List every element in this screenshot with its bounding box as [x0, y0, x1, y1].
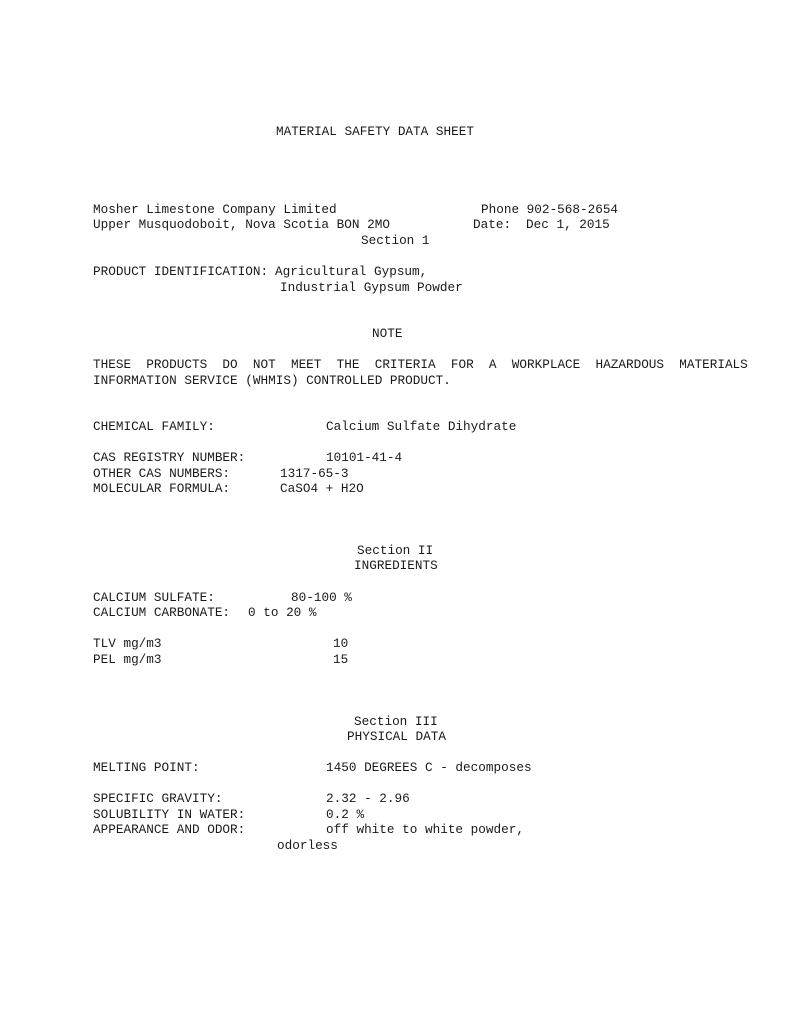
date-label: Date: [473, 217, 512, 232]
appearance-value-line-1: off white to white powder, [326, 822, 524, 837]
section-2-heading: Section II [357, 543, 434, 558]
section-3-heading: Section III [354, 714, 438, 729]
cas-registry-value: 10101-41-4 [326, 450, 403, 465]
product-name-line-1: Agricultural Gypsum, [275, 264, 428, 279]
note-line-2: INFORMATION SERVICE (WHMIS) CONTROLLED PRODUCT. [93, 373, 451, 388]
product-name-line-2: Industrial Gypsum Powder [280, 280, 463, 295]
note-heading: NOTE [372, 326, 403, 341]
document-title: MATERIAL SAFETY DATA SHEET [276, 124, 474, 139]
company-phone: Phone 902-568-2654 [481, 202, 619, 217]
pel-label: PEL mg/m3 [93, 652, 162, 667]
tlv-value: 10 [333, 636, 349, 651]
solubility-value: 0.2 % [326, 807, 365, 822]
specific-gravity-label: SPECIFIC GRAVITY: [93, 791, 223, 806]
calcium-carbonate-label: CALCIUM CARBONATE: [93, 605, 231, 620]
solubility-label: SOLUBILITY IN WATER: [93, 807, 246, 822]
calcium-sulfate-label: CALCIUM SULFATE: [93, 590, 215, 605]
melting-point-label: MELTING POINT: [93, 760, 200, 775]
appearance-label: APPEARANCE AND ODOR: [93, 822, 246, 837]
section-3-subheading: PHYSICAL DATA [347, 729, 446, 744]
note-line-1: THESE PRODUCTS DO NOT MEET THE CRITERIA FOR A WORKPLACE HAZARDOUS MATERIALS [93, 357, 748, 372]
tlv-label: TLV mg/m3 [93, 636, 162, 651]
pel-value: 15 [333, 652, 349, 667]
cas-registry-label: CAS REGISTRY NUMBER: [93, 450, 246, 465]
specific-gravity-value: 2.32 - 2.96 [326, 791, 410, 806]
chemical-family-label: CHEMICAL FAMILY: [93, 419, 215, 434]
calcium-sulfate-value: 80-100 % [291, 590, 352, 605]
product-identification-label: PRODUCT IDENTIFICATION: [93, 264, 269, 279]
section-1-heading: Section 1 [361, 233, 430, 248]
other-cas-label: OTHER CAS NUMBERS: [93, 466, 231, 481]
molecular-formula-value: CaSO4 + H2O [280, 481, 364, 496]
company-address: Upper Musquodoboit, Nova Scotia BON 2MO [93, 217, 390, 232]
company-name: Mosher Limestone Company Limited [93, 202, 337, 217]
calcium-carbonate-value: 0 to 20 % [248, 605, 317, 620]
appearance-value-line-2: odorless [277, 838, 338, 853]
other-cas-value: 1317-65-3 [280, 466, 349, 481]
section-2-subheading: INGREDIENTS [354, 558, 438, 573]
melting-point-value: 1450 DEGREES C - decomposes [326, 760, 532, 775]
chemical-family-value: Calcium Sulfate Dihydrate [326, 419, 517, 434]
molecular-formula-label: MOLECULAR FORMULA: [93, 481, 231, 496]
date-value: Dec 1, 2015 [526, 217, 610, 232]
